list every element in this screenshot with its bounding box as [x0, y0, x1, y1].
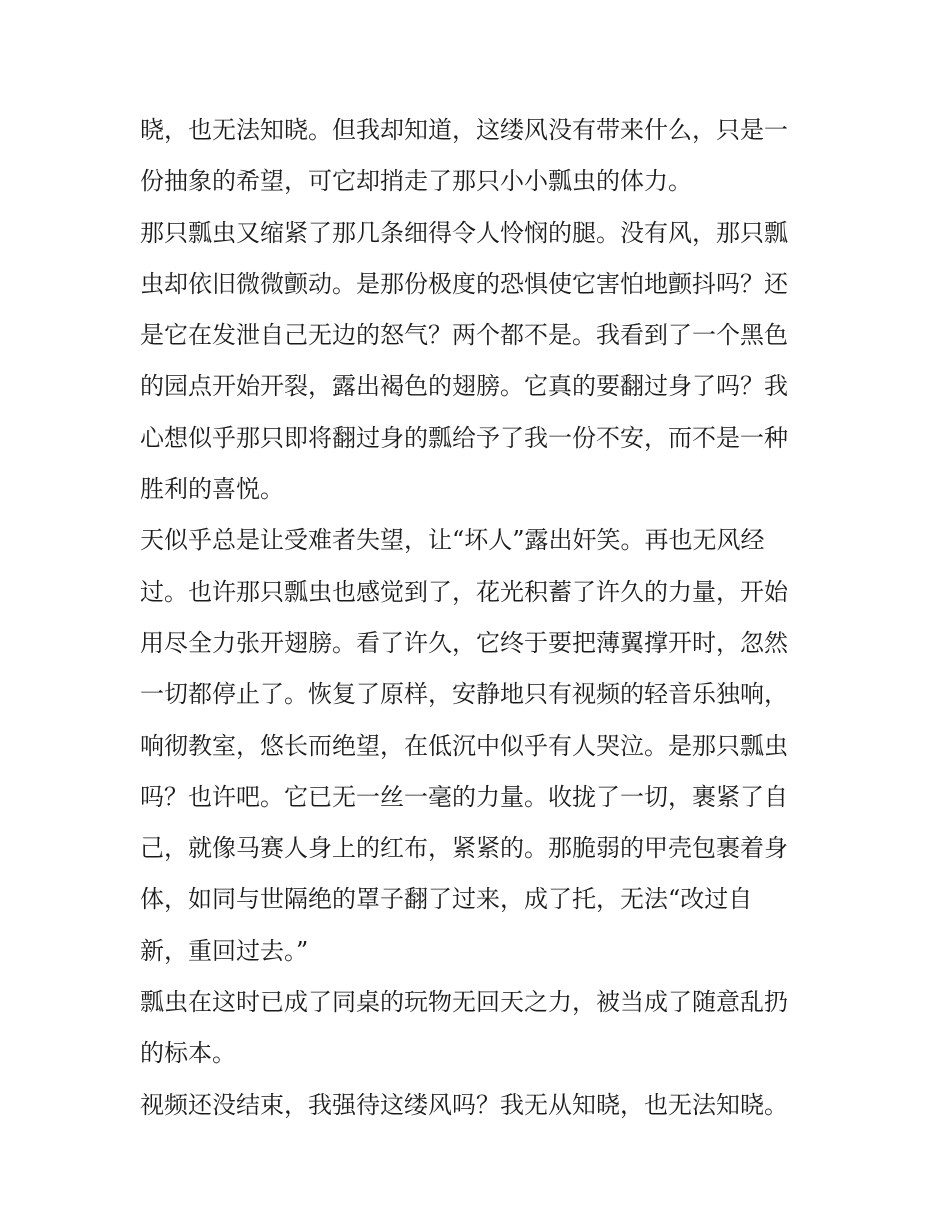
text-line: 一切都停止了。恢复了原样，安静地只有视频的轻音乐独响， [140, 680, 788, 709]
text-line: 新，重回过去。” [140, 936, 309, 965]
text-line: 胜利的喜悦。 [140, 475, 284, 504]
text-line: 用尽全力张开翅膀。看了许久，它终于要把薄翼撑开时，忽然 [140, 628, 788, 657]
text-line: 过。也许那只瓢虫也感觉到了，花光积蓄了许久的力量，开始 [140, 577, 788, 606]
text-line: 晓，也无法知晓。但我却知道，这缕风没有带来什么，只是一 [140, 116, 788, 144]
text-line: 的园点开始开裂，露出褐色的翅膀。它真的要翻过身了吗？我 [140, 372, 788, 401]
text-line: 虫却依旧微微颤动。是那份极度的恐惧使它害怕地颤抖吗？还 [140, 269, 788, 298]
text-line: 天似乎总是让受难者失望，让“坏人”露出奸笑。再也无风经 [140, 526, 765, 555]
text-line: 体，如同与世隔绝的罩子翻了过来，成了托，无法“改过自 [140, 885, 753, 914]
document-body [140, 110, 820, 1136]
text-line: 己，就像马赛人身上的红布，紧紧的。那脆弱的甲壳包裹着身 [140, 834, 788, 863]
text-line: 视频还没结束，我强待这缕风吗？我无从知晓，也无法知晓。 [140, 1090, 788, 1119]
text-line: 瓢虫在这时已成了同桌的玩物无回天之力，被当成了随意乱扔 [140, 988, 788, 1017]
text-line: 吗？也许吧。它已无一丝一毫的力量。收拢了一切，裹紧了自 [140, 782, 788, 811]
text-line: 份抽象的希望，可它却捎走了那只小小瓢虫的体力。 [140, 167, 692, 196]
text-line: 心想似乎那只即将翻过身的瓢给予了我一份不安，而不是一种 [140, 423, 788, 452]
text-line: 响彻教室，悠长而绝望，在低沉中似乎有人哭泣。是那只瓢虫 [140, 731, 788, 760]
text-line: 是它在发泄自己无边的怒气？两个都不是。我看到了一个黑色 [140, 321, 788, 350]
text-line: 的标本。 [140, 1039, 236, 1068]
text-line: 那只瓢虫又缩紧了那几条细得令人怜悯的腿。没有风，那只瓢 [140, 218, 788, 247]
